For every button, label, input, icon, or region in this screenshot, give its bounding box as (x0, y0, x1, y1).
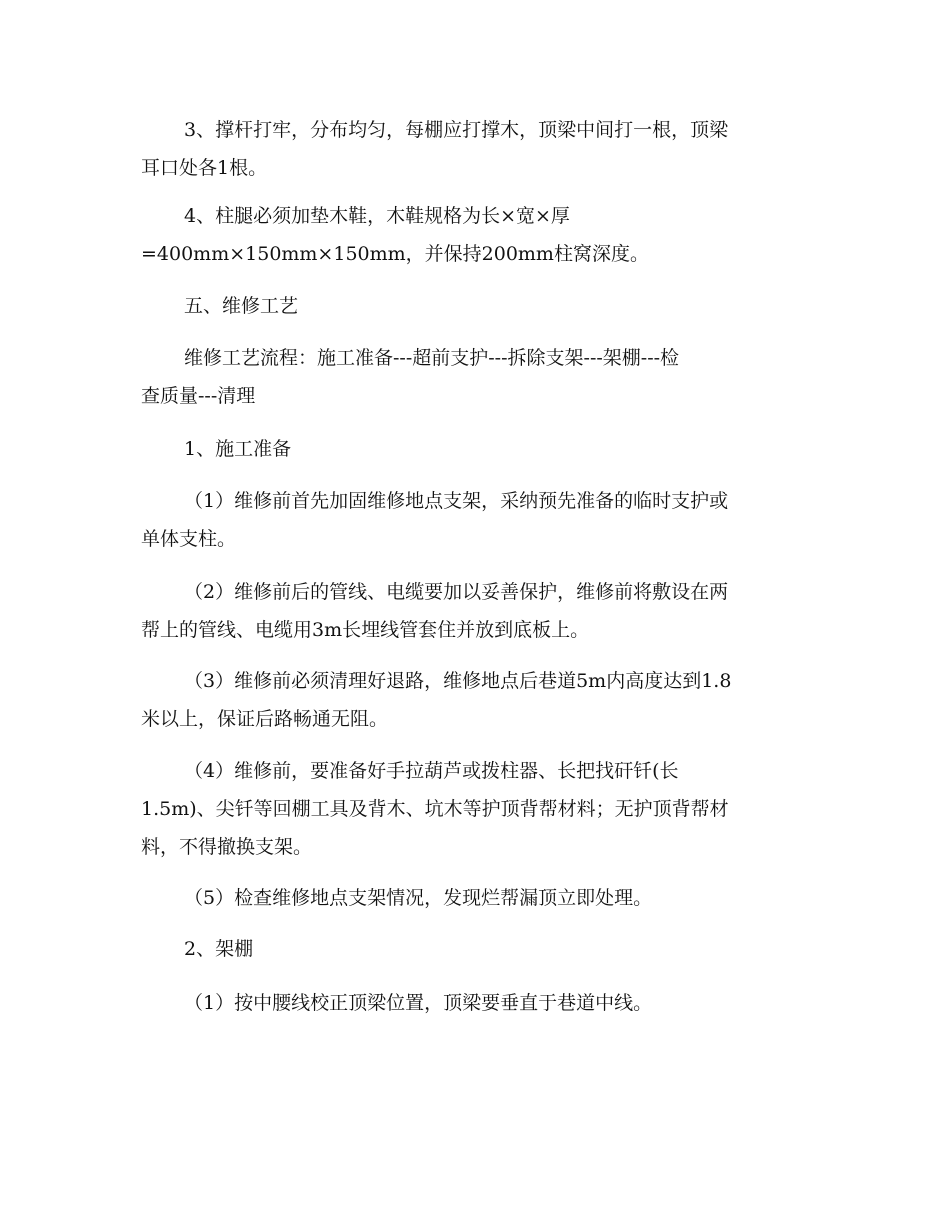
paragraph-line: （1）维修前首先加固维修地点支架，采纳预先准备的临时支护或 (184, 490, 729, 512)
paragraph-item-2 (141, 573, 813, 649)
heading-line: 五、维修工艺 (184, 295, 299, 317)
subsection-heading (141, 430, 813, 468)
paragraph-line: 查质量---清理 (141, 385, 256, 407)
paragraph-line: （5）检查维修地点支架情况，发现烂帮漏顶立即处理。 (184, 887, 653, 909)
section-heading (141, 287, 813, 325)
paragraph-line: 耳口处各1根。 (141, 157, 268, 179)
paragraph-line: （1）按中腰线校正顶梁位置，顶梁要垂直于巷道中线。 (184, 992, 653, 1014)
heading-line: 1、施工准备 (184, 438, 292, 460)
paragraph-line: 帮上的管线、电缆用3m长埋线管套住并放到底板上。 (141, 619, 590, 641)
paragraph-line: （4）维修前，要准备好手拉葫芦或拨柱器、长把找矸钎(长 (184, 760, 679, 782)
paragraph-line: 4、柱腿必须加垫木鞋，木鞋规格为长×宽×厚 (184, 205, 570, 227)
paragraph-line: =400mm×150mm×150mm，并保持200mm柱窝深度。 (141, 243, 649, 265)
paragraph-item-1 (141, 482, 813, 558)
paragraph-line: 米以上，保证后路畅通无阻。 (141, 708, 389, 730)
paragraph-process-flow (141, 339, 813, 415)
paragraph-props (141, 111, 813, 187)
paragraph-item-1 (141, 984, 813, 1022)
paragraph-leg-shoe (141, 197, 813, 273)
paragraph-line: 3、撑杆打牢，分布均匀，每棚应打撑木，顶梁中间打一根，顶梁 (184, 119, 729, 141)
paragraph-item-5 (141, 879, 813, 917)
paragraph-line: 单体支柱。 (141, 528, 237, 550)
heading-line: 2、架棚 (184, 938, 254, 960)
paragraph-line: 维修工艺流程：施工准备---超前支护---拆除支架---架棚---检 (184, 347, 680, 369)
paragraph-line: 料，不得撤换支架。 (141, 836, 313, 858)
paragraph-line: 1.5m)、尖钎等回棚工具及背木、坑木等护顶背帮材料；无护顶背帮材 (141, 798, 729, 820)
paragraph-item-4 (141, 752, 813, 866)
paragraph-item-3 (141, 662, 813, 738)
subsection-heading (141, 930, 813, 968)
paragraph-line: （2）维修前后的管线、电缆要加以妥善保护，维修前将敷设在两 (184, 581, 729, 603)
paragraph-line: （3）维修前必须清理好退路，维修地点后巷道5m内高度达到1.8 (184, 670, 732, 692)
